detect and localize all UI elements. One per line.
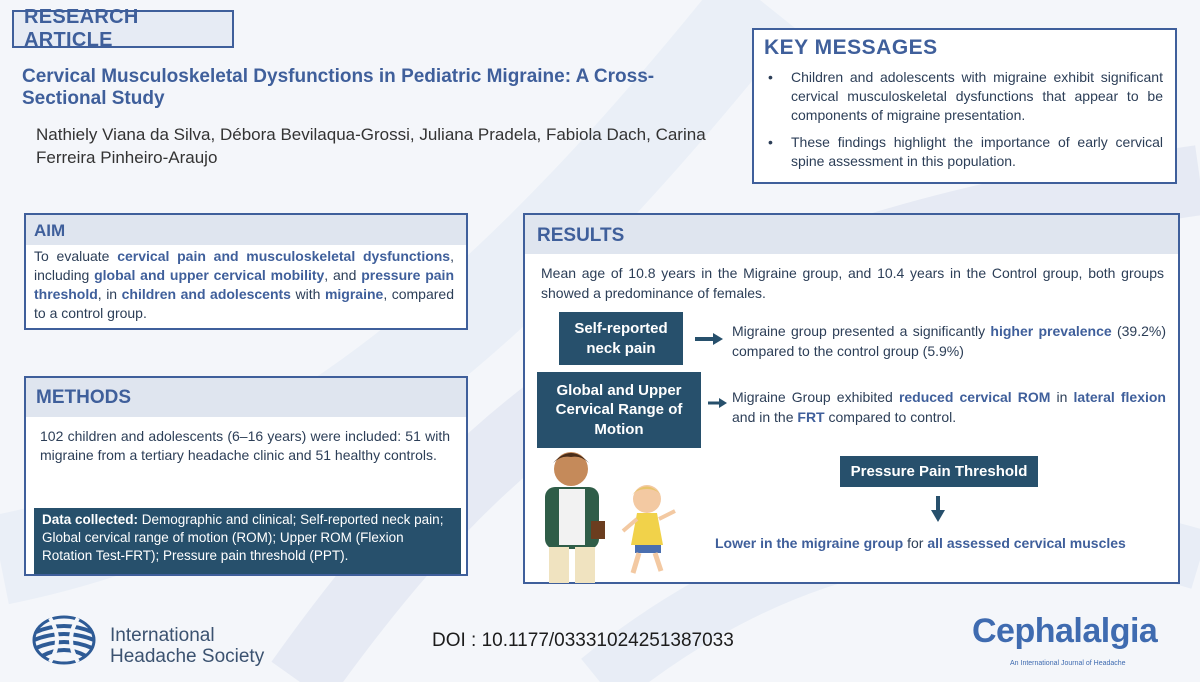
arrow-right-icon <box>695 332 725 346</box>
methods-text: 102 children and adolescents (6–16 years) were included: 51 with migraine from a tertiary headache clinic and 51 healthy controls. <box>40 428 450 464</box>
aim-panel <box>24 213 468 330</box>
children-illustration <box>529 449 679 589</box>
results-intro: Mean age of 10.8 years in the Migraine group, and 10.4 years in the Control group, both groups showed a predominance of females. <box>541 265 1164 301</box>
journal-subtitle: An International Journal of Headache <box>1010 660 1126 667</box>
article-type-badge: RESEARCH ARTICLE <box>12 10 234 48</box>
doi-text: DOI : 10.1177/03331024251387033 <box>432 630 734 651</box>
key-messages-panel <box>752 28 1177 184</box>
key-message-item: • Children and adolescents with migraine exhibit significant cervical musculoskeletal dysfunctions that appear to be components of migraine presentation. <box>764 68 1163 125</box>
arrow-down-icon <box>929 496 947 524</box>
arrow-right-icon <box>708 397 728 409</box>
society-name: International Headache Society <box>110 625 265 668</box>
ppt-result: Lower in the migraine group for all assessed cervical muscles <box>715 535 1126 551</box>
journal-logo: Cephalalgia <box>972 612 1158 650</box>
results-panel <box>523 213 1180 584</box>
rom-result: Migraine Group exhibited reduced cervical ROM in lateral flexion and in the FRT compared to control. <box>732 389 1166 425</box>
key-message-item: • These findings highlight the importance of early cervical spine assessment in this population. <box>764 133 1163 171</box>
aim-heading: AIM <box>26 215 466 245</box>
ppt-label-box: Pressure Pain Threshold <box>840 456 1038 487</box>
rom-label-box: Global and Upper Cervical Range of Motion <box>537 372 701 448</box>
author-list: Nathiely Viana da Silva, Débora Bevilaqua-Grossi, Juliana Pradela, Fabiola Dach, Carina Ferreira Pinheiro-Araujo <box>36 125 706 167</box>
neck-pain-label-box: Self-reported neck pain <box>559 312 683 365</box>
results-heading: RESULTS <box>525 215 1178 254</box>
article-title: Cervical Musculoskeletal Dysfunctions in Pediatric Migraine: A Cross-Sectional Study <box>22 66 655 110</box>
data-collected-text: Demographic and clinical; Self-reported neck pain; Global cervical range of motion (ROM); Upper ROM (Flexion Rotation Test-FRT); Pressure pain threshold (PPT). <box>42 512 444 564</box>
key-messages-list <box>764 68 1163 170</box>
methods-heading: METHODS <box>26 378 466 417</box>
data-collected-label: Data collected: <box>42 512 139 527</box>
key-messages-heading: KEY MESSAGES <box>764 36 938 59</box>
data-collected-box <box>34 508 461 574</box>
aim-text: To evaluate cervical pain and musculoskeletal dysfunctions, including global and upper cervical mobility, and pressure pain threshold, in children and adolescents with migraine, compared to a control group. <box>34 248 454 322</box>
neck-pain-result: Migraine group presented a significantly higher prevalence (39.2%) compared to the control group (5.9%) <box>732 323 1166 359</box>
